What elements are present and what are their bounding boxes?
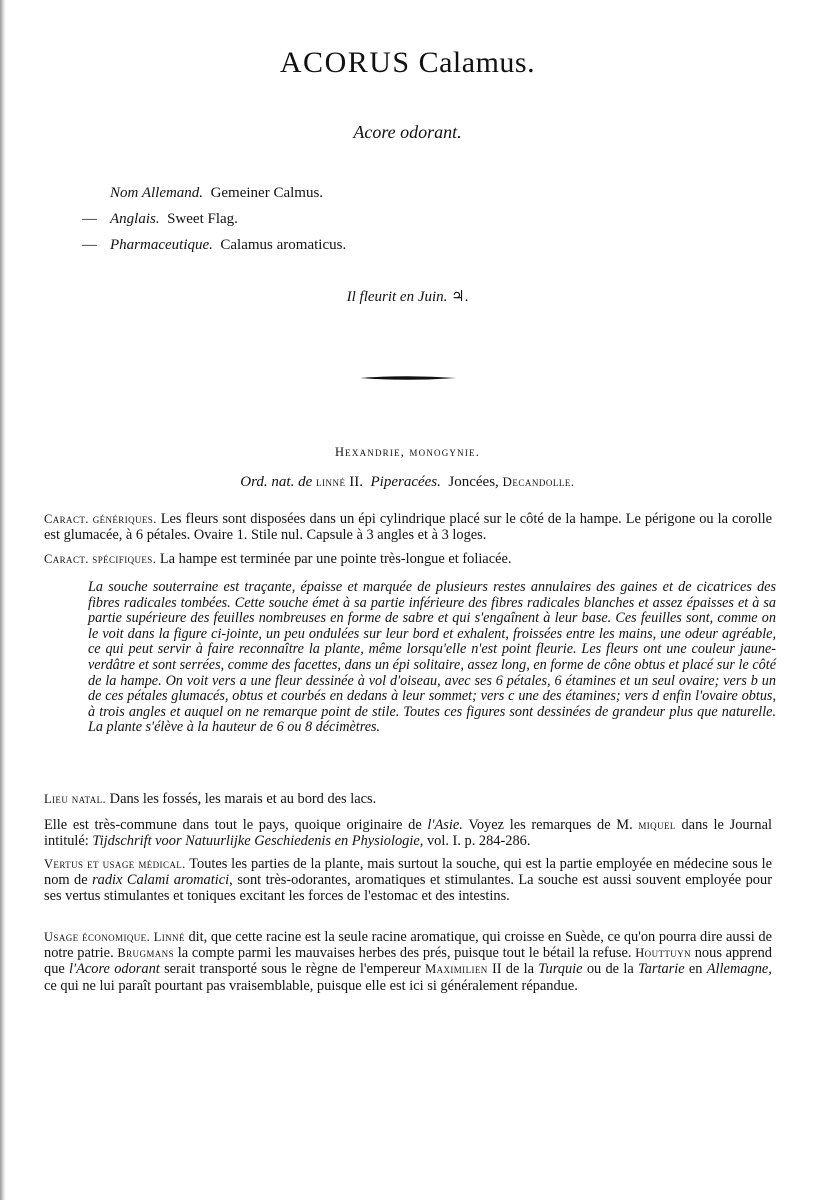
- row-dash: —: [82, 211, 97, 227]
- name-value: Sweet Flag.: [167, 211, 238, 227]
- distribution-note: [44, 817, 772, 849]
- plant-description: La souche souterraine est traçante, épaisse et marquée de plusieurs restes annulaires des gaines et de cicatrices des fibres radicales tombées. Cette souche émet à sa partie inférieure des fibres radicales blanches et assez épaisses et à sa partie supérieure des feuilles nombreuses en forme de sabre et qui s'engaînent à leur base. Ces feuilles sont, comme on le voit dans la figure ci-jointe, un peu ondulées sur leur bord et exhalent, froissées entre les mains, une odeur agréable, ce qui peut servir à faire reconnaître la plante, même lorsqu'elle n'est point fleurie. Les fleurs ont une couleur jaune-verdâtre et sont serrées, comme des facettes, dans un épi solitaire, assez long, en forme de cône obtus et placé sur le côté de la hampe. On voit vers a une fleur dessinée à vol d'oiseau, avec ses 6 pétales, 6 étamines et un seul ovaire; vers b un de ces pétales glumacés, obtus et courbés en dedans à leur sommet; vers c une des étamines; vers d enfin l'ovaire obtus, à trois angles et auquel on ne remarque point de stile. Toutes ces figures sont dessinées de grandeur plus que naturelle. La plante s'élève à la hauteur de 6 ou 8 décimètres.: [88, 579, 776, 736]
- page-edge-shadow: [0, 0, 6, 1200]
- specific-characters: [44, 551, 772, 567]
- order-prefix: Ord. nat. de: [240, 474, 313, 490]
- medical-uses: [44, 856, 772, 905]
- latin-name: radix Calami aromatici,: [92, 872, 233, 889]
- place-name: Allemagne,: [706, 961, 772, 978]
- name-row-pharma: [82, 232, 346, 258]
- text-fragment: ou de la: [586, 961, 634, 978]
- author-name: miquel: [638, 818, 676, 832]
- row-dash: —: [82, 237, 97, 253]
- order-author-alt: Decandolle.: [502, 474, 575, 489]
- order-author: linné: [316, 474, 346, 489]
- section-label: Caract. génériques.: [44, 512, 157, 526]
- linnaean-class: Hexandrie, monogynie.: [334, 445, 481, 459]
- flowering-time: [0, 287, 815, 306]
- name-value: Calamus aromaticus.: [220, 237, 347, 253]
- text-fragment: sont très-odorantes, aromatiques et stimulantes. La souche est aussi souvent employée pour ses vertus stimulantes et toniques excitant les forces de l'estomac et des intestins.: [44, 872, 772, 905]
- economic-uses: [44, 929, 772, 994]
- section-label: Vertus et usage médical.: [44, 857, 186, 871]
- text-fragment: serait transporté sous le règne de l'empereur: [164, 961, 421, 978]
- french-name: Acore odorant.: [353, 122, 462, 142]
- text-fragment: II de la: [491, 961, 535, 978]
- journal-title: Tijdschrift voor Natuurlijke Geschiedenis en Physiologie,: [92, 833, 424, 850]
- habitat: [44, 791, 772, 807]
- text-fragment: nous apprend que: [44, 945, 773, 978]
- text-fragment: Voyez les remarques de M.: [468, 817, 633, 833]
- text-italic: l'Asie.: [427, 817, 463, 833]
- name-label: Nom Allemand.: [110, 185, 204, 201]
- author-name: Brugmans: [117, 946, 174, 961]
- section-text: Dans les fossés, les marais et au bord des lacs.: [109, 791, 377, 807]
- name-row-english: [82, 206, 346, 232]
- author-name: Houttuyn: [635, 946, 691, 961]
- text-fragment: dit, que cette racine est la seule racine aromatique, qui croisse en Suède, ce qu'on pourra dire aussi de notre patrie.: [44, 929, 772, 962]
- title-genus: ACORUS: [279, 46, 411, 79]
- page-title: [0, 46, 815, 80]
- generic-characters: [44, 511, 772, 543]
- order-family-alt: Joncées,: [448, 474, 499, 490]
- section-text: Les fleurs sont disposées dans un épi cylindrique placé sur le côté de la hampe. Le périgone ou la corolle est glumacée, à 6 pétales. Ovaire 1. Stile nul. Capsule à 3 angles et à 3 loges.: [44, 511, 772, 544]
- name-label: Pharmaceutique.: [110, 237, 213, 253]
- author-name: Linné: [153, 930, 185, 944]
- common-names-list: [82, 180, 346, 258]
- place-name: Tartarie: [637, 961, 685, 978]
- ornament-divider-icon: [360, 373, 456, 383]
- section-text: La hampe est terminée par une pointe très-longue et foliacée.: [159, 551, 512, 567]
- name-value: Gemeiner Calmus.: [210, 185, 324, 201]
- journal-reference: vol. I. p. 284-286.: [426, 833, 531, 850]
- text-fragment: en: [688, 961, 703, 978]
- text-fragment: ce qui ne lui paraît pourtant pas vraisemblable, puisque elle est ici si généralement répandue.: [44, 977, 578, 994]
- text-fragment: Elle est très-commune dans tout le pays, quoique originaire de: [44, 817, 422, 833]
- text-fragment: Toutes les parties de la plante, mais surtout la souche, qui est la partie employée en médecine sous le nom de: [44, 856, 772, 889]
- text-fragment: la compte parmi les mauvaises herbes des prés, puisque tout le bétail la refuse.: [177, 945, 632, 962]
- name-row-german: [82, 180, 346, 206]
- natural-order: [0, 474, 815, 491]
- order-family: Piperacées.: [370, 474, 441, 490]
- section-label: Lieu natal.: [44, 792, 107, 806]
- order-number: II.: [349, 474, 363, 490]
- flowering-text: Il fleurit en Juin.: [346, 289, 448, 305]
- perennial-symbol: ♃.: [451, 289, 469, 305]
- emperor-name: Maximilien: [425, 962, 488, 977]
- section-label: Usage économique.: [44, 930, 151, 944]
- section-label: Caract. spécifiques.: [44, 552, 157, 566]
- text-fragment: dans le Journal intitulé:: [44, 817, 772, 850]
- title-species: Calamus.: [418, 46, 536, 79]
- place-name: Turquie: [538, 961, 583, 978]
- name-label: Anglais.: [110, 211, 160, 227]
- text-italic: l'Acore odorant: [69, 961, 160, 978]
